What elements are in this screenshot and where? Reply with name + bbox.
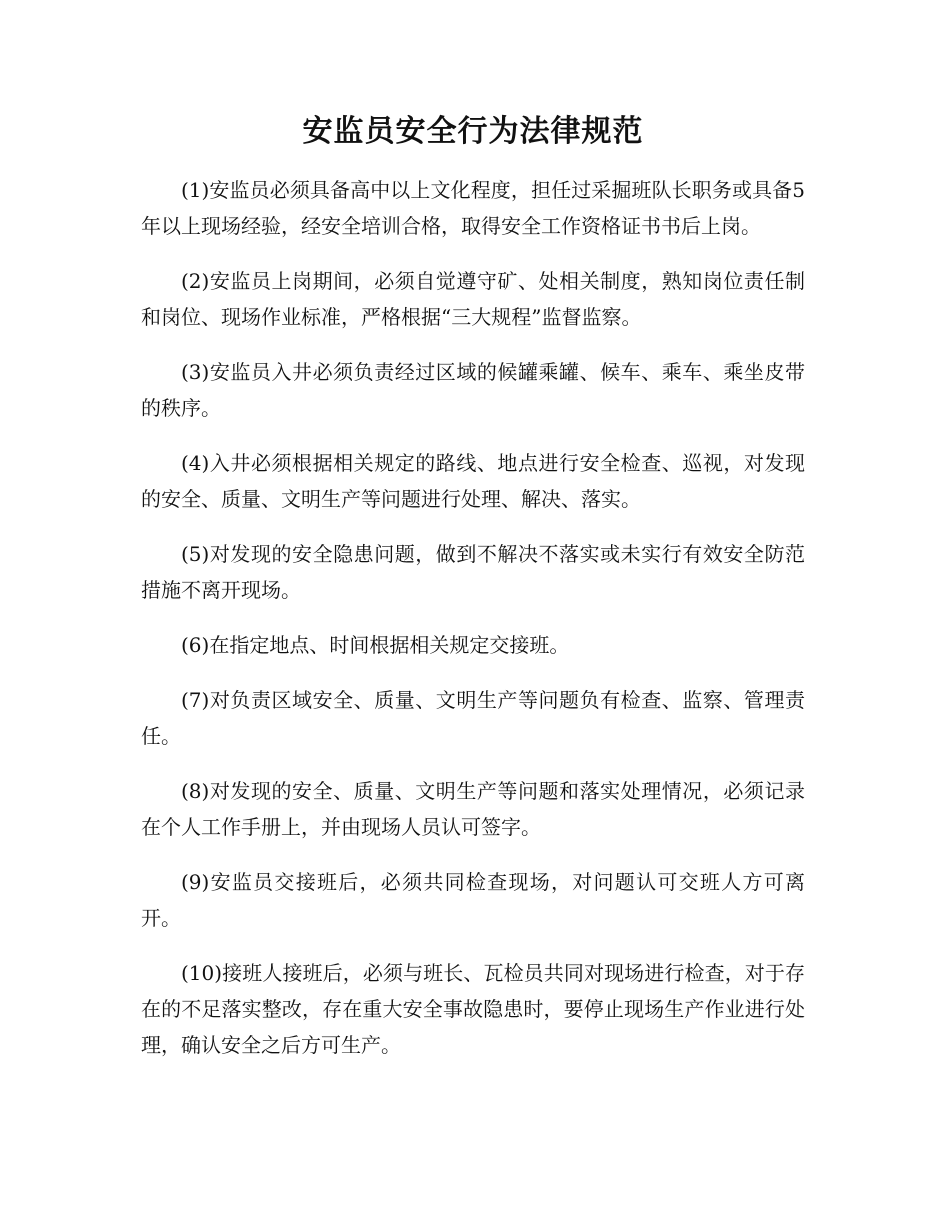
paragraph-4: (4)入井必须根据相关规定的路线、地点进行安全检查、巡视，对发现的安全、质量、文明生产等问题进行处理、解决、落实。 [141,451,805,511]
paragraph-7: (7)对负责区域安全、质量、文明生产等问题负有检查、监察、管理责任。 [141,688,805,748]
paragraph-3: (3)安监员入井必须负责经过区域的候罐乘罐、候车、乘车、乘坐皮带的秩序。 [141,360,805,420]
paragraph-5: (5)对发现的安全隐患问题，做到不解决不落实或未实行有效安全防范措施不离开现场。 [141,542,805,602]
paragraph-8: (8)对发现的安全、质量、文明生产等问题和落实处理情况，必须记录在个人工作手册上，并由现场人员认可签字。 [141,779,805,839]
paragraph-10: (10)接班人接班后，必须与班长、瓦检员共同对现场进行检查，对于存在的不足落实整改，存在重大安全事故隐患时，要停止现场生产作业进行处理，确认安全之后方可生产。 [141,961,805,1057]
document-page [141,110,805,1082]
paragraph-2: (2)安监员上岗期间，必须自觉遵守矿、处相关制度，熟知岗位责任制和岗位、现场作业标准，严格根据“三大规程”监督监察。 [141,269,805,329]
document-title: 安监员安全行为法律规范 [302,114,644,149]
paragraph-1: (1)安监员必须具备高中以上文化程度，担任过采掘班队长职务或具备5年以上现场经验，经安全培训合格，取得安全工作资格证书书后上岗。 [141,178,805,238]
paragraph-6: (6)在指定地点、时间根据相关规定交接班。 [181,633,570,657]
paragraph-9: (9)安监员交接班后，必须共同检查现场，对问题认可交班人方可离开。 [141,870,805,930]
